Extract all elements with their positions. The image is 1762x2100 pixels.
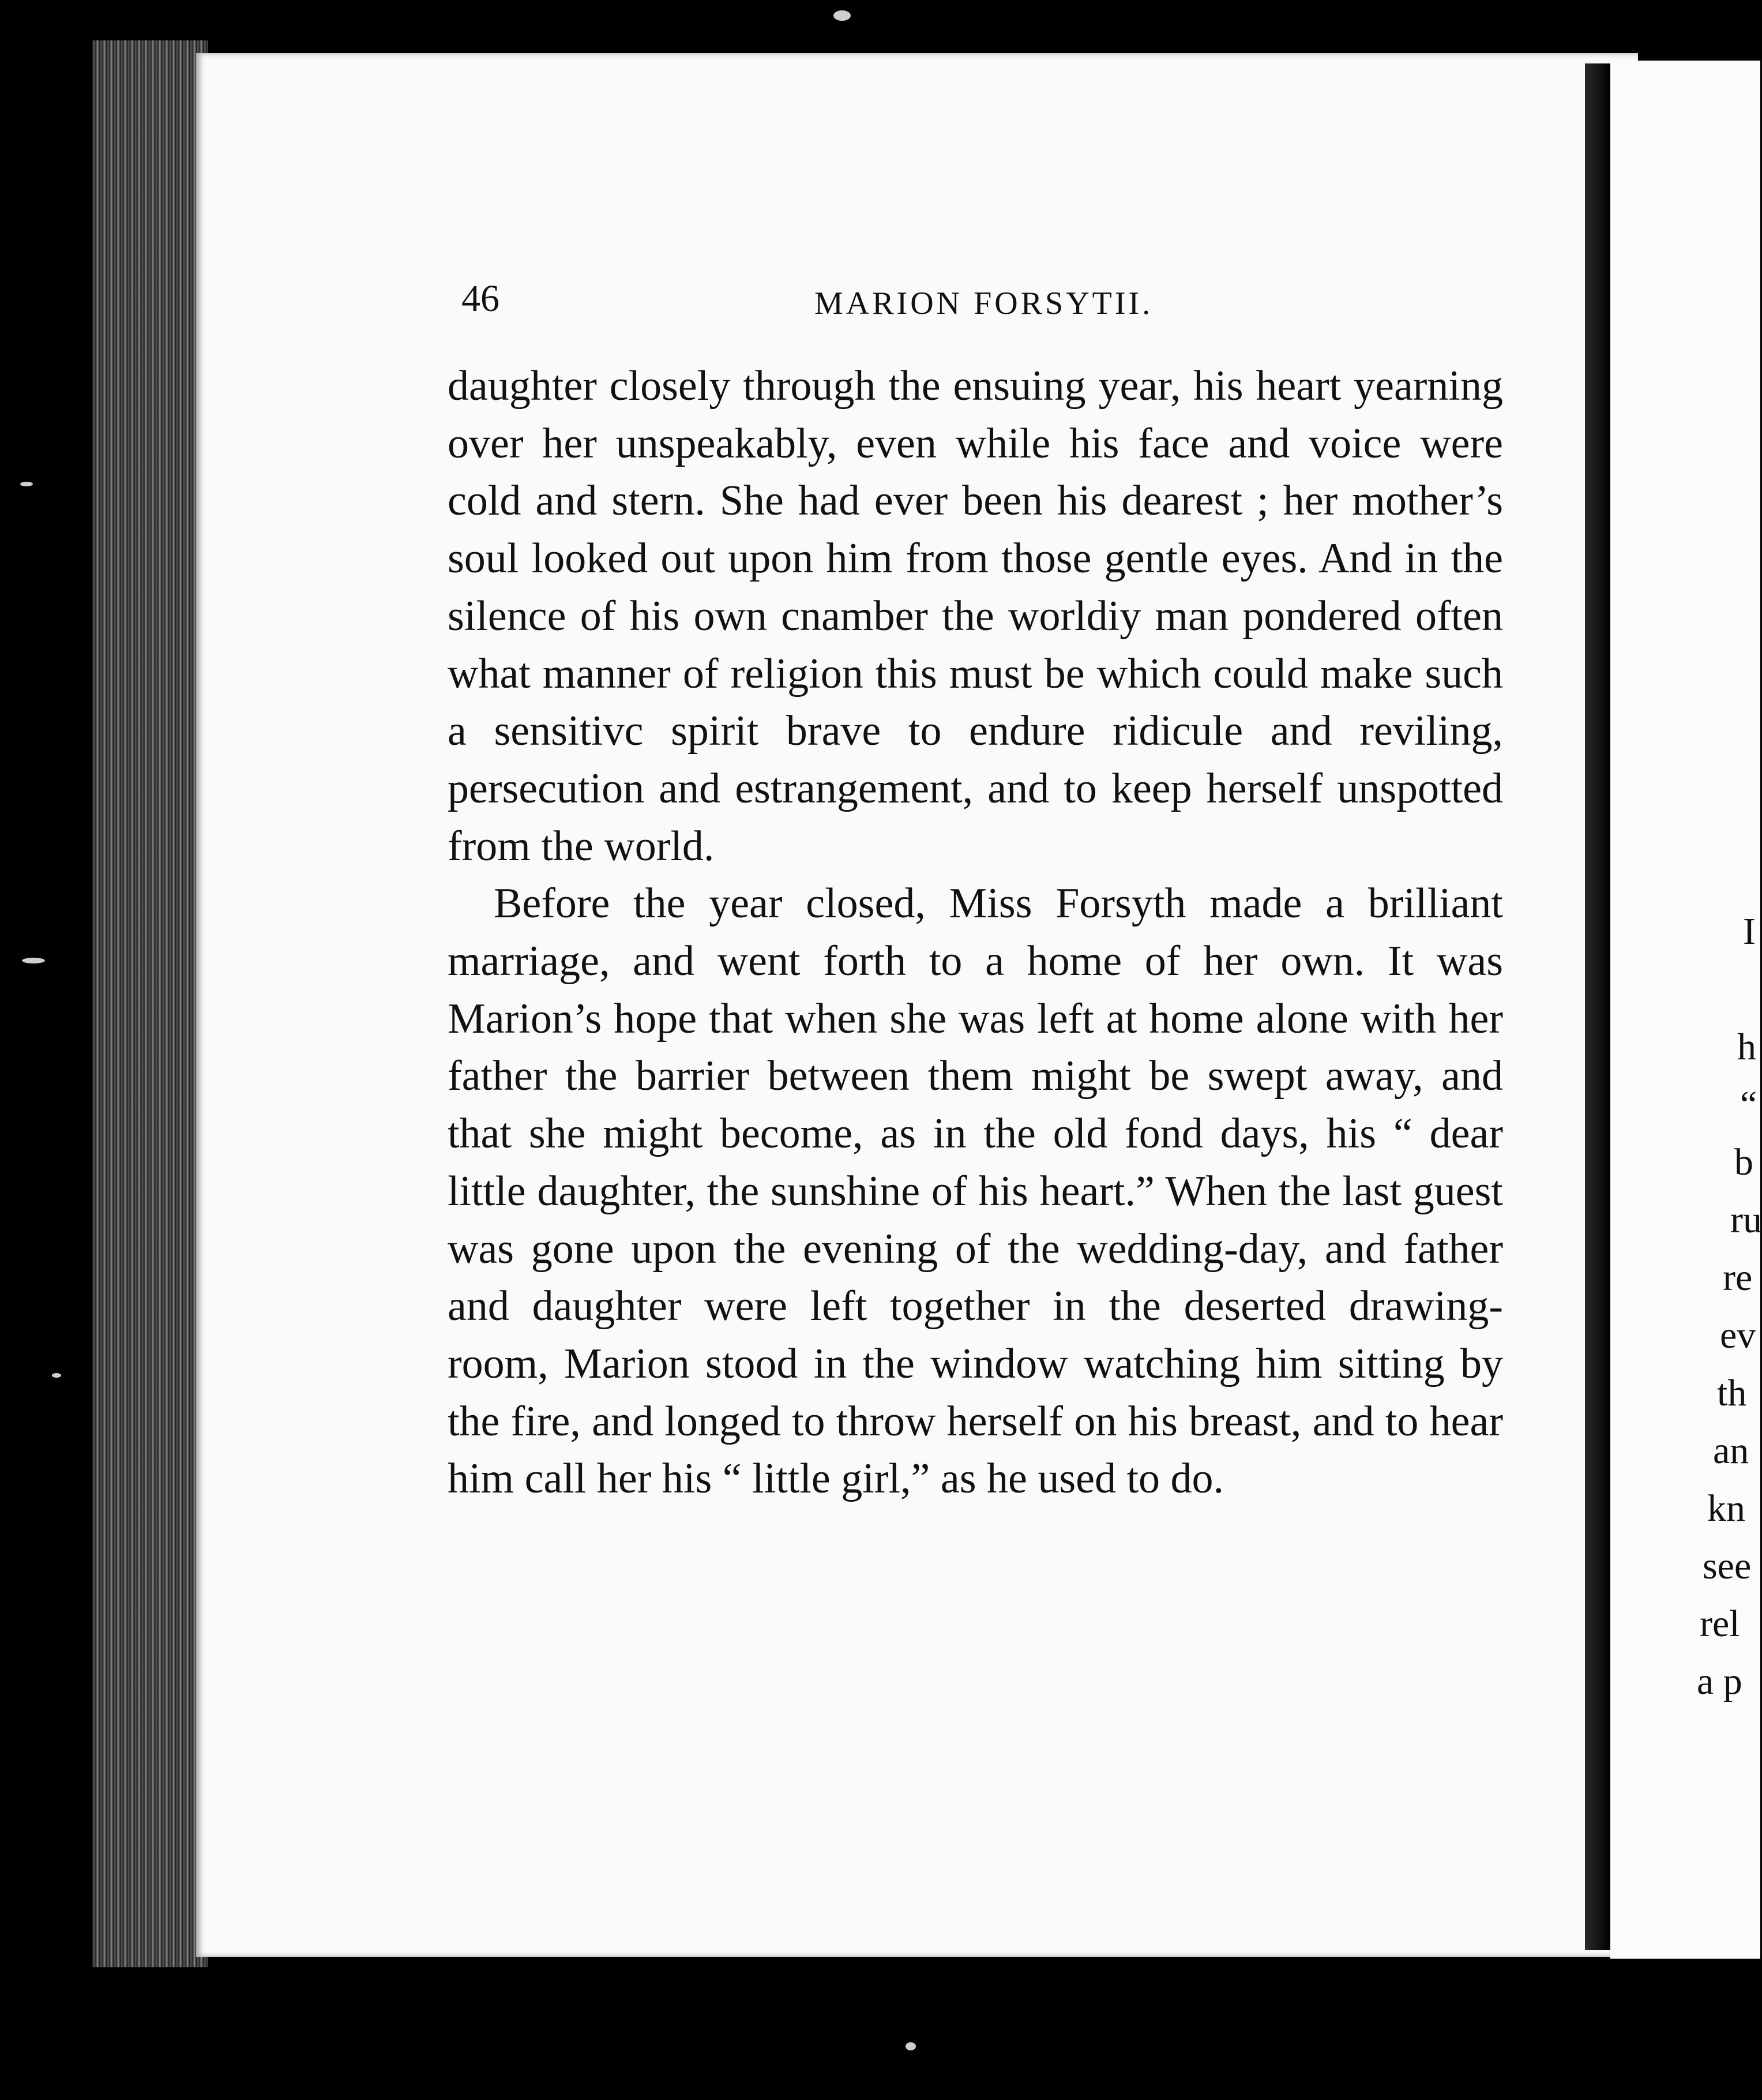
facing-fragment: rel — [1700, 1603, 1740, 1645]
facing-fragment: see — [1703, 1545, 1752, 1587]
facing-fragment: ev — [1720, 1314, 1756, 1356]
scan-speck — [20, 482, 33, 486]
running-title: MARION FORSYTII. — [814, 286, 1154, 321]
facing-fragment: a p — [1697, 1660, 1742, 1702]
scan-speck — [833, 10, 851, 21]
facing-fragment: ru — [1730, 1199, 1762, 1241]
scan-speck — [906, 2042, 916, 2050]
facing-fragment: th — [1717, 1372, 1747, 1414]
paragraph-2: Before the year closed, Miss Forsyth made a brilliant marriage, and went forth to a home of her own. It was Marion’s hope that when she was left at home alone with her father the barrier between them might be swept away, and that she might become, as in the old fond days, his “ dear little daughter, the sunshine of his heart.” When the last guest was gone upon the evening of the wedding-day, and father and daughter were left together in the deserted drawing-room, Marion stood in the window watching him sitting by the fire, and longed to throw herself on his breast, and to hear him call her his “ little girl,” as he used to do. — [448, 880, 1503, 1503]
scan-speck — [22, 958, 45, 963]
facing-fragment: an — [1713, 1430, 1749, 1472]
facing-fragment: b — [1734, 1141, 1753, 1183]
facing-page — [1610, 61, 1760, 1959]
page-number: 46 — [461, 278, 499, 320]
page-edges — [92, 40, 208, 1967]
facing-fragment: h — [1737, 1026, 1756, 1068]
facing-fragment: “ — [1740, 1083, 1757, 1126]
scan-speck — [52, 1373, 61, 1378]
facing-fragment: I — [1743, 910, 1756, 952]
body-text — [448, 358, 1503, 1508]
running-head — [461, 277, 1327, 323]
facing-fragment: kn — [1707, 1487, 1745, 1529]
gutter — [1585, 63, 1610, 1950]
facing-fragment: re — [1723, 1257, 1753, 1299]
paragraph-1: daughter closely through the ensuing year, his heart yearning over her unspeakably, even while his face and voice were cold and stern. She had ever been his dearest ; her mother’s soul looked out upon him from those gentle eyes. And in the silence of his own cnamber the worldiy man pondered often what manner of religion this must be which could make such a sensitivc spirit brave to endure ridicule and reviling, persecution and estrangement, and to keep herself unspotted from the world. — [448, 362, 1503, 870]
